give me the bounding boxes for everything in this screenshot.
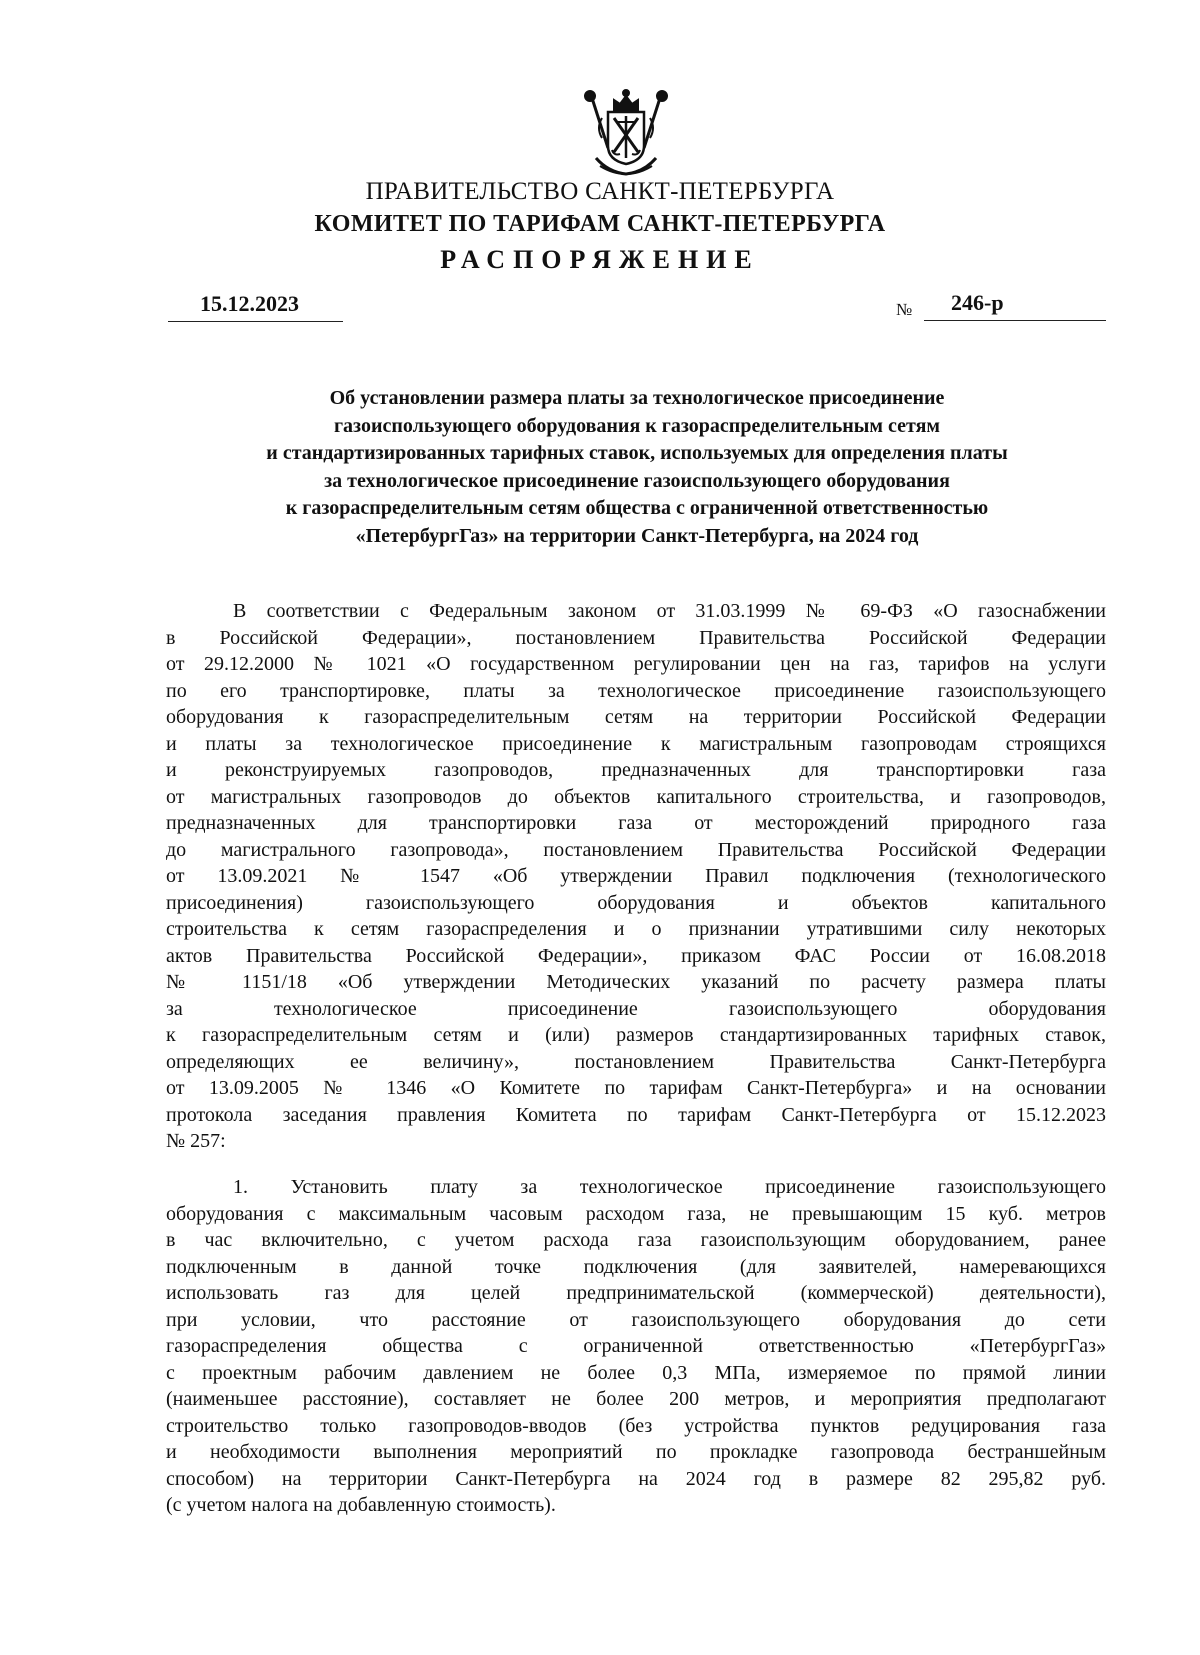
text-line: строительства к сетям газораспределения и о признании утратившими силу некоторых [166,918,1106,940]
text-line: определяющих ее величину», постановлением Правительства Санкт-Петербурга [166,1050,1106,1073]
text-line: от магистральных газопроводов до объектов капитального строительства, и газопроводов, [166,785,1106,808]
text-line: № 1151/18 «Об утверждении Методических указаний по расчету размера платы [166,971,1106,993]
text-line: 1. Установить плату за технологическое присоединение газоиспользующего [233,1176,1106,1198]
text-line: по его транспортировке, платы за технологическое присоединение газоиспользующего [166,679,1106,702]
text-line: при условии, что расстояние от газоиспользующего оборудования до сети [166,1308,1106,1331]
text-line: использовать газ для целей предпринимательской (коммерческой) деятельности), [166,1282,1106,1304]
text-line: за технологическое присоединение газоиспользующего оборудования [166,997,1106,1020]
text-line: в час включительно, с учетом расхода газа газоиспользующим оборудованием, ранее [166,1229,1106,1251]
text-line: газораспределения общества с ограниченной ответственностью «ПетербургГаз» [166,1335,1106,1357]
text-line: (с учетом налога на добавленную стоимость). [166,1494,556,1516]
text-line: и реконструируемых газопроводов, предназначенных для транспортировки газа [166,759,1106,781]
text-line: (наименьшее расстояние), составляет не более 200 метров, и мероприятия предполагают [166,1388,1106,1410]
text-line: присоединения) газоиспользующего оборудования и объектов капитального [166,891,1106,914]
number-underline [924,320,1106,321]
text-line: от 13.09.2021 № 1547 «Об утверждении Правил подключения (технологического [166,865,1106,887]
text-line: с проектным рабочим давлением не более 0,3 МПа, измеряемое по прямой линии [166,1361,1106,1384]
title-line: «ПетербургГаз» на территории Санкт-Петербурга, на 2024 год [355,524,919,547]
document-date-field [168,291,343,327]
text-line: в Российской Федерации», постановлением Правительства Российской Федерации [166,626,1106,649]
text-line: от 13.09.2005 № 1346 «О Комитете по тарифам Санкт-Петербурга» и на основании [166,1077,1106,1099]
text-line: № 257: [166,1130,226,1152]
text-line: актов Правительства Российской Федерации», приказом ФАС России от 16.08.2018 [166,944,1106,967]
text-line: В соответствии с Федеральным законом от 31.03.1999 № 69-ФЗ «О газоснабжении [233,600,1106,622]
document-title [168,385,1106,550]
title-line: к газораспределительным сетям общества с ограниченной ответственностью [285,497,989,519]
preamble-paragraph [166,598,1106,1155]
text-line: оборудования к газораспределительным сетям на территории Российской Федерации [166,706,1106,728]
committee-heading: КОМИТЕТ ПО ТАРИФАМ САНКТ-ПЕТЕРБУРГА [314,211,886,237]
text-line: оборудования с максимальным часовым расходом газа, не превышающим 15 куб. метров [166,1202,1106,1225]
text-line: к газораспределительным сетям и (или) размеров стандартизированных тарифных ставок, [166,1024,1106,1046]
document-number-field [896,290,1106,326]
text-line: до магистрального газопровода», постановлением Правительства Российской Федерации [166,838,1106,861]
item-1-paragraph [166,1174,1106,1519]
text-line: подключенным в данной точке подключения (для заявителей, намеревающихся [166,1255,1106,1278]
title-line: за технологическое присоединение газоиспользующего оборудования [324,469,950,492]
title-line: газоиспользующего оборудования к газораспределительным сетям [333,414,941,437]
document-date: 15.12.2023 [200,291,299,316]
text-line: предназначенных для транспортировки газа от месторождений природного газа [166,812,1106,834]
text-line: от 29.12.2000 № 1021 «О государственном регулировании цен на газ, тарифов на услуги [166,653,1106,675]
number-sign: № [896,300,913,319]
title-line: и стандартизированных тарифных ставок, используемых для определения платы [266,442,1008,464]
document-type-heading: РАСПОРЯЖЕНИЕ [440,245,760,274]
document-number: 246-р [951,290,1004,315]
date-underline [168,321,343,322]
text-line: протокола заседания правления Комитета по тарифам Санкт-Петербурга от 15.12.2023 [166,1103,1106,1126]
saint-petersburg-coat-of-arms-icon [578,88,674,182]
text-line: способом) на территории Санкт-Петербурга на 2024 год в размере 82 295,82 руб. [166,1467,1106,1490]
text-line: и необходимости выполнения мероприятий по прокладке газопровода бестраншейным [166,1441,1106,1463]
title-line: Об установлении размера платы за технологическое присоединение [329,387,945,409]
government-heading: ПРАВИТЕЛЬСТВО САНКТ-ПЕТЕРБУРГА [365,178,835,205]
text-line: строительство только газопроводов-вводов (без устройства пунктов редуцирования газа [166,1414,1106,1437]
text-line: и платы за технологическое присоединение к магистральным газопроводам строящихся [166,732,1106,755]
